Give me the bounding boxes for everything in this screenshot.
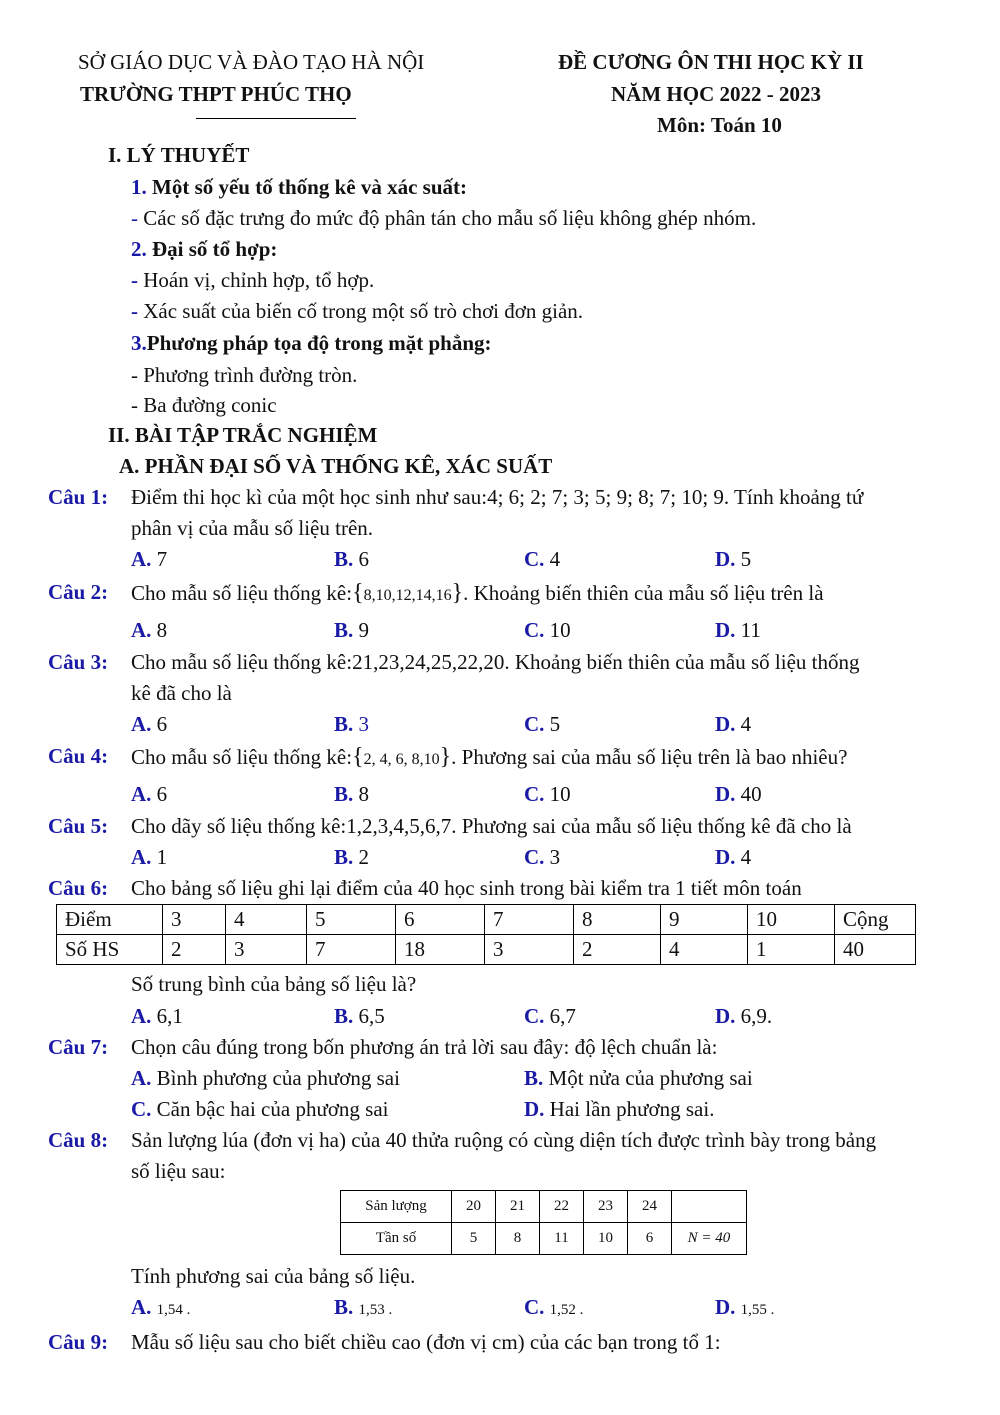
question-text-pre: Cho mẫu số liệu thống kê: bbox=[131, 745, 353, 769]
question-label: Câu 2: bbox=[48, 580, 109, 604]
question-8-text-1: Sản lượng lúa (đơn vị ha) của 40 thửa ruộng có cùng diện tích được trình bày trong bảng bbox=[131, 1128, 877, 1152]
school-name: TRƯỜNG THPT PHÚC THỌ bbox=[80, 82, 352, 106]
question-label: Câu 4: bbox=[48, 744, 109, 768]
dash: - bbox=[131, 206, 138, 230]
option-key: D. bbox=[524, 1097, 545, 1121]
option-value: 3 bbox=[358, 712, 370, 736]
question-label: Câu 3: bbox=[48, 650, 109, 674]
question-5-option-a[interactable] bbox=[131, 845, 167, 870]
question-8-text-2: số liệu sau: bbox=[131, 1159, 226, 1183]
question-1-label-row bbox=[48, 485, 108, 510]
table-cell: 1 bbox=[748, 935, 835, 965]
question-3-text-1: Cho mẫu số liệu thống kê:21,23,24,25,22,20. Khoảng biến thiên của mẫu số liệu thống bbox=[131, 650, 860, 674]
section-theory-title: I. LÝ THUYẾT bbox=[108, 143, 250, 167]
option-value: 3 bbox=[549, 845, 561, 869]
table-cell: 3 bbox=[485, 935, 574, 965]
question-3-label bbox=[48, 650, 108, 675]
option-key: A. bbox=[131, 782, 152, 806]
option-value: 8 bbox=[358, 782, 370, 806]
option-key: A. bbox=[131, 1004, 152, 1028]
school-year: NĂM HỌC 2022 - 2023 bbox=[611, 82, 821, 106]
table-cell bbox=[672, 1191, 747, 1223]
table-row bbox=[341, 1223, 747, 1255]
question-3-option-c[interactable] bbox=[524, 712, 560, 737]
header-underline bbox=[196, 118, 356, 119]
option-value: 10 bbox=[549, 618, 571, 642]
question-4-option-a[interactable] bbox=[131, 782, 167, 807]
table-cell: 23 bbox=[584, 1191, 628, 1223]
question-4-option-b[interactable] bbox=[334, 782, 369, 807]
table-cell: 40 bbox=[835, 935, 916, 965]
question-3-option-b[interactable] bbox=[334, 712, 369, 737]
option-key: B. bbox=[334, 782, 354, 806]
question-label: Câu 1: bbox=[48, 485, 109, 509]
question-7-text: Chọn câu đúng trong bốn phương án trả lời sau đây: độ lệch chuẩn là: bbox=[131, 1035, 718, 1059]
table-cell: Điểm bbox=[57, 905, 163, 935]
document-title: ĐỀ CƯƠNG ÔN THI HỌC KỲ II bbox=[558, 50, 864, 74]
question-7-option-c[interactable] bbox=[131, 1097, 389, 1122]
question-3-option-d[interactable] bbox=[715, 712, 751, 737]
option-value: 1,54 . bbox=[156, 1302, 191, 1318]
question-4-text bbox=[131, 744, 847, 771]
question-1-option-c[interactable] bbox=[524, 547, 560, 572]
question-2-option-a[interactable] bbox=[131, 618, 167, 643]
theory-item-3-line-1 bbox=[131, 363, 357, 388]
question-6-after: Số trung bình của bảng số liệu là? bbox=[131, 972, 417, 996]
yield-table bbox=[340, 1190, 747, 1255]
table-cell: 20 bbox=[452, 1191, 496, 1223]
table-cell: 3 bbox=[163, 905, 226, 935]
option-key: D. bbox=[715, 547, 736, 571]
table-cell: 6 bbox=[628, 1223, 672, 1255]
option-value: 9 bbox=[358, 618, 370, 642]
table-cell: 4 bbox=[661, 935, 748, 965]
theory-item-3-line-2 bbox=[131, 393, 277, 418]
brace-close: } bbox=[451, 580, 464, 606]
question-label: Câu 9: bbox=[48, 1330, 109, 1354]
option-key: A. bbox=[131, 1295, 152, 1319]
option-key: C. bbox=[524, 845, 545, 869]
option-key: D. bbox=[715, 782, 736, 806]
option-key: C. bbox=[131, 1097, 152, 1121]
question-8-after: Tính phương sai của bảng số liệu. bbox=[131, 1264, 416, 1288]
question-8-label bbox=[48, 1128, 108, 1153]
option-value: 8 bbox=[156, 618, 168, 642]
question-7-option-a[interactable] bbox=[131, 1066, 400, 1091]
table-cell: 5 bbox=[307, 905, 396, 935]
question-1-text-1: Điểm thi học kì của một học sinh như sau:4; 6; 2; 7; 3; 5; 9; 8; 7; 10; 9. Tính khoảng tứ bbox=[131, 485, 864, 509]
option-key: B. bbox=[334, 1295, 354, 1319]
question-8-option-b[interactable] bbox=[334, 1295, 392, 1320]
theory-item-3-heading bbox=[131, 331, 492, 356]
table-cell: 22 bbox=[540, 1191, 584, 1223]
question-4-option-c[interactable] bbox=[524, 782, 571, 807]
question-3-option-a[interactable] bbox=[131, 712, 167, 737]
option-value: 1,55 . bbox=[740, 1302, 775, 1318]
question-2-option-b[interactable] bbox=[334, 618, 369, 643]
option-key: C. bbox=[524, 1004, 545, 1028]
table-cell: 2 bbox=[574, 935, 661, 965]
theory-item-2-heading bbox=[131, 237, 277, 262]
table-cell: Tần số bbox=[341, 1223, 452, 1255]
option-key: B. bbox=[334, 845, 354, 869]
table-cell: 9 bbox=[661, 905, 748, 935]
subject: Môn: Toán 10 bbox=[657, 113, 782, 137]
option-key: B. bbox=[334, 1004, 354, 1028]
question-5-option-b[interactable] bbox=[334, 845, 369, 870]
question-8-option-d[interactable] bbox=[715, 1295, 774, 1320]
question-1-option-a[interactable] bbox=[131, 547, 167, 572]
table-cell: 6 bbox=[396, 905, 485, 935]
question-5-label bbox=[48, 814, 108, 839]
option-value: 4 bbox=[549, 547, 561, 571]
option-key: A. bbox=[131, 712, 152, 736]
table-cell: Số HS bbox=[57, 935, 163, 965]
question-9-label bbox=[48, 1330, 108, 1355]
theory-item-2-line-1 bbox=[131, 268, 374, 293]
table-cell: 10 bbox=[748, 905, 835, 935]
option-value: Bình phương của phương sai bbox=[156, 1066, 400, 1090]
question-2-label bbox=[48, 580, 108, 605]
question-5-option-d[interactable] bbox=[715, 845, 751, 870]
question-text-post: . Phương sai của mẫu số liệu trên là bao nhiêu? bbox=[451, 745, 848, 769]
department-name: SỞ GIÁO DỤC VÀ ĐÀO TẠO HÀ NỘI bbox=[78, 50, 425, 74]
table-cell: 18 bbox=[396, 935, 485, 965]
brace-open: { bbox=[352, 744, 364, 770]
theory-item-title: Đại số tổ hợp: bbox=[152, 237, 278, 261]
question-6-label bbox=[48, 876, 108, 901]
option-key: A. bbox=[131, 618, 152, 642]
question-3-text-2: kê đã cho là bbox=[131, 681, 232, 705]
dash: - bbox=[131, 393, 138, 417]
table-cell: 5 bbox=[452, 1223, 496, 1255]
part-a-title: A. PHẦN ĐẠI SỐ VÀ THỐNG KÊ, XÁC SUẤT bbox=[119, 454, 553, 478]
theory-item-1-line-1 bbox=[131, 206, 756, 231]
option-key: D. bbox=[715, 845, 736, 869]
question-label: Câu 7: bbox=[48, 1035, 109, 1059]
option-key: B. bbox=[334, 618, 354, 642]
question-6-option-a[interactable] bbox=[131, 1004, 183, 1029]
theory-item-title: Một số yếu tố thống kê và xác suất: bbox=[152, 175, 467, 199]
question-8-option-c[interactable] bbox=[524, 1295, 583, 1320]
question-4-label bbox=[48, 744, 108, 769]
set-values: 2, 4, 6, 8,10 bbox=[363, 751, 440, 768]
question-1-text-2: phân vị của mẫu số liệu trên. bbox=[131, 516, 374, 540]
option-value: 6,5 bbox=[358, 1004, 385, 1028]
theory-item-number: 2. bbox=[131, 237, 147, 261]
option-value: 1 bbox=[156, 845, 168, 869]
theory-line-text: Xác suất của biến cố trong một số trò chơi đơn giản. bbox=[143, 299, 584, 323]
option-value: 6,9. bbox=[740, 1004, 773, 1028]
section-exercises-title: II. BÀI TẬP TRẮC NGHIỆM bbox=[108, 423, 378, 447]
option-key: A. bbox=[131, 547, 152, 571]
set-values: 8,10,12,14,16 bbox=[363, 587, 452, 604]
dash: - bbox=[131, 363, 138, 387]
question-5-text: Cho dãy số liệu thống kê:1,2,3,4,5,6,7. Phương sai của mẫu số liệu thống kê đã cho là bbox=[131, 814, 852, 838]
option-key: C. bbox=[524, 547, 545, 571]
table-cell: 21 bbox=[496, 1191, 540, 1223]
question-7-option-d[interactable] bbox=[524, 1097, 714, 1122]
question-9-text: Mẫu số liệu sau cho biết chiều cao (đơn vị cm) của các bạn trong tổ 1: bbox=[131, 1330, 721, 1354]
question-label: Câu 5: bbox=[48, 814, 109, 838]
table-cell: 8 bbox=[496, 1223, 540, 1255]
question-1-option-b[interactable] bbox=[334, 547, 369, 572]
brace-open: { bbox=[352, 580, 364, 606]
option-value: 4 bbox=[740, 712, 752, 736]
option-key: A. bbox=[131, 1066, 152, 1090]
option-value: Hai lần phương sai. bbox=[549, 1097, 715, 1121]
dash: - bbox=[131, 299, 138, 323]
question-4-option-d[interactable] bbox=[715, 782, 762, 807]
question-label: Câu 6: bbox=[48, 876, 109, 900]
option-value: 6,1 bbox=[156, 1004, 183, 1028]
theory-line-text: Các số đặc trưng đo mức độ phân tán cho mẫu số liệu không ghép nhóm. bbox=[143, 206, 757, 230]
question-2-text bbox=[131, 580, 824, 607]
option-key: C. bbox=[524, 782, 545, 806]
question-2-option-d[interactable] bbox=[715, 618, 761, 643]
option-value: 5 bbox=[549, 712, 561, 736]
table-row bbox=[341, 1191, 747, 1223]
table-cell: 11 bbox=[540, 1223, 584, 1255]
option-key: C. bbox=[524, 1295, 545, 1319]
option-key: D. bbox=[715, 618, 736, 642]
question-7-label bbox=[48, 1035, 108, 1060]
question-text-post: . Khoảng biến thiên của mẫu số liệu trên là bbox=[463, 581, 824, 605]
theory-item-number: 3. bbox=[131, 331, 147, 355]
question-6-option-d[interactable] bbox=[715, 1004, 772, 1029]
table-cell: 2 bbox=[163, 935, 226, 965]
option-value: 7 bbox=[156, 547, 168, 571]
question-6-text: Cho bảng số liệu ghi lại điểm của 40 học sinh trong bài kiểm tra 1 tiết môn toán bbox=[131, 876, 802, 900]
theory-line-text: Ba đường conic bbox=[143, 393, 277, 417]
table-cell: 24 bbox=[628, 1191, 672, 1223]
question-text-pre: Cho mẫu số liệu thống kê: bbox=[131, 581, 353, 605]
option-value: 6 bbox=[156, 712, 168, 736]
question-8-option-a[interactable] bbox=[131, 1295, 190, 1320]
option-key: D. bbox=[715, 1004, 736, 1028]
option-value: 1,52 . bbox=[549, 1302, 584, 1318]
table-cell: 7 bbox=[307, 935, 396, 965]
option-value: 10 bbox=[549, 782, 571, 806]
question-2-option-c[interactable] bbox=[524, 618, 571, 643]
brace-close: } bbox=[439, 744, 452, 770]
theory-item-title: Phương pháp tọa độ trong mặt phẳng: bbox=[146, 331, 492, 355]
question-6-option-b[interactable] bbox=[334, 1004, 385, 1029]
option-key: C. bbox=[524, 618, 545, 642]
question-6-option-c[interactable] bbox=[524, 1004, 576, 1029]
option-value: 11 bbox=[740, 618, 761, 642]
question-1-option-d[interactable] bbox=[715, 547, 751, 572]
option-key: B. bbox=[334, 547, 354, 571]
option-value: 1,53 . bbox=[358, 1302, 393, 1318]
option-value: 2 bbox=[358, 845, 370, 869]
dash: - bbox=[131, 268, 138, 292]
option-key: B. bbox=[334, 712, 354, 736]
option-value: Một nửa của phương sai bbox=[548, 1066, 753, 1090]
option-value: 6,7 bbox=[549, 1004, 576, 1028]
option-key: A. bbox=[131, 845, 152, 869]
table-cell: 10 bbox=[584, 1223, 628, 1255]
option-value: 6 bbox=[156, 782, 168, 806]
theory-item-number: 1. bbox=[131, 175, 147, 199]
table-cell: 7 bbox=[485, 905, 574, 935]
option-key: D. bbox=[715, 1295, 736, 1319]
option-value: 40 bbox=[740, 782, 762, 806]
option-value: 6 bbox=[358, 547, 370, 571]
table-cell: 4 bbox=[226, 905, 307, 935]
option-key: D. bbox=[715, 712, 736, 736]
theory-line-text: Phương trình đường tròn. bbox=[143, 363, 358, 387]
theory-line-text: Hoán vị, chỉnh hợp, tổ hợp. bbox=[143, 268, 375, 292]
table-cell: Cộng bbox=[835, 905, 916, 935]
question-7-option-b[interactable] bbox=[524, 1066, 753, 1091]
theory-item-1-heading bbox=[131, 175, 467, 200]
table-row bbox=[57, 935, 916, 965]
option-key: B. bbox=[524, 1066, 544, 1090]
option-value: Căn bậc hai của phương sai bbox=[156, 1097, 389, 1121]
option-value: 5 bbox=[740, 547, 752, 571]
theory-item-2-line-2 bbox=[131, 299, 583, 324]
question-label: Câu 8: bbox=[48, 1128, 109, 1152]
question-5-option-c[interactable] bbox=[524, 845, 560, 870]
score-table bbox=[56, 904, 916, 965]
option-value: 4 bbox=[740, 845, 752, 869]
table-row bbox=[57, 905, 916, 935]
option-key: C. bbox=[524, 712, 545, 736]
table-cell: 3 bbox=[226, 935, 307, 965]
table-cell: 8 bbox=[574, 905, 661, 935]
table-cell: Sản lượng bbox=[341, 1191, 452, 1223]
table-cell: N = 40 bbox=[672, 1223, 747, 1255]
